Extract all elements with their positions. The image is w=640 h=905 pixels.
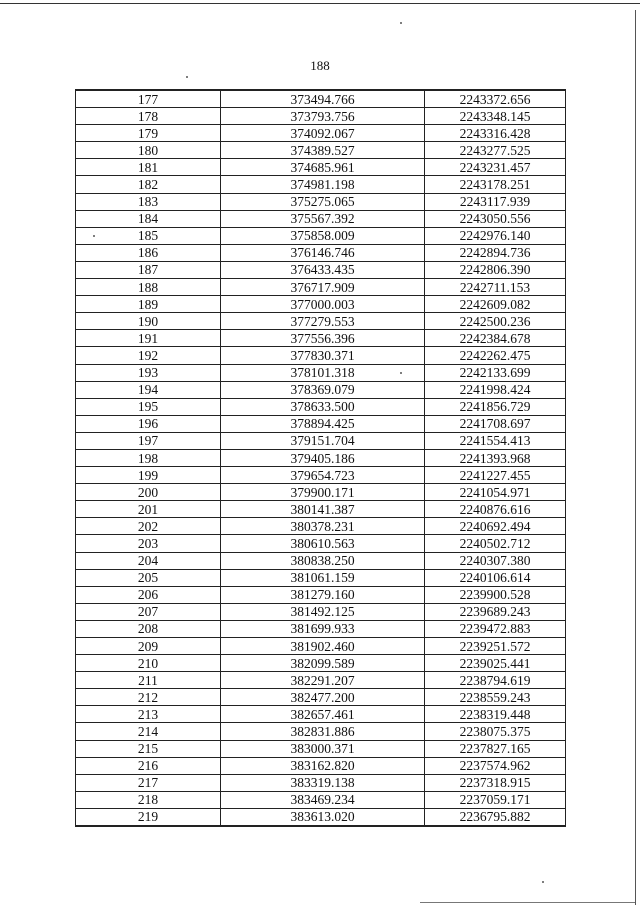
point-number-cell: 190 — [76, 313, 221, 330]
table-row — [76, 484, 566, 501]
x-coordinate-cell: 382477.200 — [221, 689, 425, 706]
x-coordinate-cell: 374981.198 — [221, 176, 425, 193]
x-coordinate-cell: 378633.500 — [221, 398, 425, 415]
point-number-cell: 198 — [76, 449, 221, 466]
point-number-cell: 214 — [76, 723, 221, 740]
x-coordinate-cell: 383469.234 — [221, 791, 425, 808]
x-coordinate-cell: 381061.159 — [221, 569, 425, 586]
point-number-cell: 208 — [76, 620, 221, 637]
table-row — [76, 791, 566, 808]
table-row — [76, 774, 566, 791]
table-row — [76, 689, 566, 706]
point-number-cell: 219 — [76, 808, 221, 826]
point-number-cell: 194 — [76, 381, 221, 398]
x-coordinate-cell: 382291.207 — [221, 672, 425, 689]
x-coordinate-cell: 381699.933 — [221, 620, 425, 637]
y-coordinate-cell: 2243178.251 — [425, 176, 566, 193]
table-row — [76, 279, 566, 296]
x-coordinate-cell: 382657.461 — [221, 706, 425, 723]
x-coordinate-cell: 377000.003 — [221, 296, 425, 313]
point-number-cell: 180 — [76, 142, 221, 159]
table-row — [76, 398, 566, 415]
x-coordinate-cell: 380838.250 — [221, 552, 425, 569]
coordinates-table — [75, 89, 566, 827]
point-number-cell: 216 — [76, 757, 221, 774]
table-row — [76, 603, 566, 620]
x-coordinate-cell: 381902.460 — [221, 638, 425, 655]
y-coordinate-cell: 2241227.455 — [425, 467, 566, 484]
table-row — [76, 467, 566, 484]
point-number-cell: 179 — [76, 125, 221, 142]
table-row — [76, 655, 566, 672]
table-row — [76, 227, 566, 244]
table-row — [76, 672, 566, 689]
point-number-cell: 213 — [76, 706, 221, 723]
point-number-cell: 203 — [76, 535, 221, 552]
table-row — [76, 501, 566, 518]
x-coordinate-cell: 379151.704 — [221, 432, 425, 449]
table-row — [76, 740, 566, 757]
coordinates-table-body — [76, 90, 566, 826]
y-coordinate-cell: 2241998.424 — [425, 381, 566, 398]
table-row — [76, 569, 566, 586]
table-row — [76, 706, 566, 723]
table-row — [76, 296, 566, 313]
y-coordinate-cell: 2241054.971 — [425, 484, 566, 501]
y-coordinate-cell: 2239900.528 — [425, 586, 566, 603]
table-row — [76, 518, 566, 535]
table-row — [76, 586, 566, 603]
point-number-cell: 206 — [76, 586, 221, 603]
point-number-cell: 193 — [76, 364, 221, 381]
y-coordinate-cell: 2239689.243 — [425, 603, 566, 620]
y-coordinate-cell: 2237318.915 — [425, 774, 566, 791]
table-row — [76, 244, 566, 261]
point-number-cell: 186 — [76, 244, 221, 261]
point-number-cell: 212 — [76, 689, 221, 706]
y-coordinate-cell: 2242262.475 — [425, 347, 566, 364]
y-coordinate-cell: 2241856.729 — [425, 398, 566, 415]
table-row — [76, 330, 566, 347]
y-coordinate-cell: 2236795.882 — [425, 808, 566, 826]
y-coordinate-cell: 2243277.525 — [425, 142, 566, 159]
y-coordinate-cell: 2240502.712 — [425, 535, 566, 552]
x-coordinate-cell: 382831.886 — [221, 723, 425, 740]
table-row — [76, 432, 566, 449]
y-coordinate-cell: 2243117.939 — [425, 193, 566, 210]
table-row — [76, 552, 566, 569]
y-coordinate-cell: 2238075.375 — [425, 723, 566, 740]
x-coordinate-cell: 376146.746 — [221, 244, 425, 261]
point-number-cell: 211 — [76, 672, 221, 689]
y-coordinate-cell: 2241708.697 — [425, 415, 566, 432]
point-number-cell: 189 — [76, 296, 221, 313]
x-coordinate-cell: 381279.160 — [221, 586, 425, 603]
x-coordinate-cell: 382099.589 — [221, 655, 425, 672]
page-number: 188 — [310, 58, 330, 73]
y-coordinate-cell: 2240307.380 — [425, 552, 566, 569]
table-row — [76, 535, 566, 552]
x-coordinate-cell: 377830.371 — [221, 347, 425, 364]
point-number-cell: 178 — [76, 108, 221, 125]
scan-edge-bottom — [420, 902, 635, 903]
point-number-cell: 209 — [76, 638, 221, 655]
point-number-cell: 218 — [76, 791, 221, 808]
scan-edge-right — [635, 10, 636, 905]
y-coordinate-cell: 2242711.153 — [425, 279, 566, 296]
point-number-cell: 196 — [76, 415, 221, 432]
x-coordinate-cell: 374092.067 — [221, 125, 425, 142]
y-coordinate-cell: 2240106.614 — [425, 569, 566, 586]
x-coordinate-cell: 378369.079 — [221, 381, 425, 398]
y-coordinate-cell: 2241393.968 — [425, 449, 566, 466]
x-coordinate-cell: 375567.392 — [221, 210, 425, 227]
point-number-cell: 204 — [76, 552, 221, 569]
y-coordinate-cell: 2243231.457 — [425, 159, 566, 176]
point-number-cell: 183 — [76, 193, 221, 210]
scan-speck — [400, 22, 402, 24]
x-coordinate-cell: 380610.563 — [221, 535, 425, 552]
point-number-cell: 200 — [76, 484, 221, 501]
table-row — [76, 808, 566, 826]
point-number-cell: 197 — [76, 432, 221, 449]
x-coordinate-cell: 377279.553 — [221, 313, 425, 330]
y-coordinate-cell: 2240876.616 — [425, 501, 566, 518]
y-coordinate-cell: 2242976.140 — [425, 227, 566, 244]
x-coordinate-cell: 376433.435 — [221, 261, 425, 278]
y-coordinate-cell: 2237827.165 — [425, 740, 566, 757]
x-coordinate-cell: 374685.961 — [221, 159, 425, 176]
point-number-cell: 177 — [76, 90, 221, 108]
point-number-cell: 192 — [76, 347, 221, 364]
x-coordinate-cell: 379654.723 — [221, 467, 425, 484]
y-coordinate-cell: 2237059.171 — [425, 791, 566, 808]
y-coordinate-cell: 2242133.699 — [425, 364, 566, 381]
table-row — [76, 176, 566, 193]
x-coordinate-cell: 375275.065 — [221, 193, 425, 210]
table-row — [76, 415, 566, 432]
x-coordinate-cell: 383000.371 — [221, 740, 425, 757]
table-row — [76, 757, 566, 774]
y-coordinate-cell: 2238794.619 — [425, 672, 566, 689]
y-coordinate-cell: 2239472.883 — [425, 620, 566, 637]
point-number-cell: 217 — [76, 774, 221, 791]
table-row — [76, 142, 566, 159]
x-coordinate-cell: 380378.231 — [221, 518, 425, 535]
table-row — [76, 125, 566, 142]
point-number-cell: 201 — [76, 501, 221, 518]
point-number-cell: 207 — [76, 603, 221, 620]
y-coordinate-cell: 2238319.448 — [425, 706, 566, 723]
scan-speck — [186, 76, 188, 78]
table-row — [76, 381, 566, 398]
x-coordinate-cell: 374389.527 — [221, 142, 425, 159]
point-number-cell: 215 — [76, 740, 221, 757]
y-coordinate-cell: 2243348.145 — [425, 108, 566, 125]
point-number-cell: 188 — [76, 279, 221, 296]
y-coordinate-cell: 2242894.736 — [425, 244, 566, 261]
table-row — [76, 620, 566, 637]
y-coordinate-cell: 2243050.556 — [425, 210, 566, 227]
point-number-cell: 210 — [76, 655, 221, 672]
table-row — [76, 313, 566, 330]
table-row — [76, 90, 566, 108]
point-number-cell: 187 — [76, 261, 221, 278]
point-number-cell: 205 — [76, 569, 221, 586]
point-number-cell: 184 — [76, 210, 221, 227]
y-coordinate-cell: 2239025.441 — [425, 655, 566, 672]
scan-speck — [542, 881, 544, 883]
table-row — [76, 261, 566, 278]
y-coordinate-cell: 2237574.962 — [425, 757, 566, 774]
table-row — [76, 159, 566, 176]
table-row — [76, 364, 566, 381]
x-coordinate-cell: 383319.138 — [221, 774, 425, 791]
x-coordinate-cell: 375858.009 — [221, 227, 425, 244]
point-number-cell: 195 — [76, 398, 221, 415]
y-coordinate-cell: 2240692.494 — [425, 518, 566, 535]
y-coordinate-cell: 2243316.428 — [425, 125, 566, 142]
x-coordinate-cell: 379405.186 — [221, 449, 425, 466]
y-coordinate-cell: 2242384.678 — [425, 330, 566, 347]
y-coordinate-cell: 2242609.082 — [425, 296, 566, 313]
table-row — [76, 108, 566, 125]
point-number-cell: 199 — [76, 467, 221, 484]
y-coordinate-cell: 2241554.413 — [425, 432, 566, 449]
y-coordinate-cell: 2243372.656 — [425, 90, 566, 108]
table-row — [76, 210, 566, 227]
point-number-cell: 182 — [76, 176, 221, 193]
x-coordinate-cell: 379900.171 — [221, 484, 425, 501]
point-number-cell: 185 — [76, 227, 221, 244]
table-row — [76, 449, 566, 466]
x-coordinate-cell: 377556.396 — [221, 330, 425, 347]
x-coordinate-cell: 383162.820 — [221, 757, 425, 774]
scan-edge-top — [0, 3, 640, 4]
x-coordinate-cell: 378101.318 — [221, 364, 425, 381]
table-row — [76, 347, 566, 364]
x-coordinate-cell: 378894.425 — [221, 415, 425, 432]
x-coordinate-cell: 383613.020 — [221, 808, 425, 826]
y-coordinate-cell: 2238559.243 — [425, 689, 566, 706]
x-coordinate-cell: 381492.125 — [221, 603, 425, 620]
x-coordinate-cell: 376717.909 — [221, 279, 425, 296]
y-coordinate-cell: 2242500.236 — [425, 313, 566, 330]
y-coordinate-cell: 2242806.390 — [425, 261, 566, 278]
table-row — [76, 723, 566, 740]
x-coordinate-cell: 373494.766 — [221, 90, 425, 108]
point-number-cell: 181 — [76, 159, 221, 176]
point-number-cell: 202 — [76, 518, 221, 535]
table-row — [76, 193, 566, 210]
y-coordinate-cell: 2239251.572 — [425, 638, 566, 655]
x-coordinate-cell: 380141.387 — [221, 501, 425, 518]
point-number-cell: 191 — [76, 330, 221, 347]
x-coordinate-cell: 373793.756 — [221, 108, 425, 125]
table-row — [76, 638, 566, 655]
